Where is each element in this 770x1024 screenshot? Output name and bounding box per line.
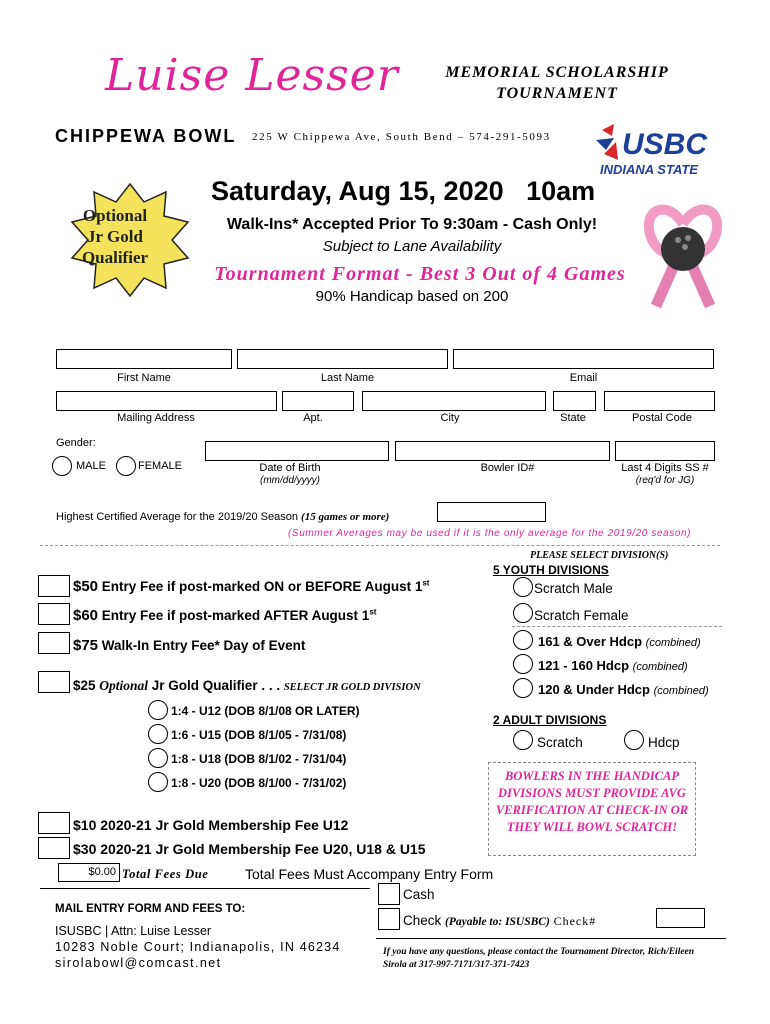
youth-divisions-header: 5 YOUTH DIVISIONS	[493, 563, 609, 577]
qualifier-badge-text	[60, 205, 170, 268]
select-divisions-label: PLEASE SELECT DIVISION(S)	[530, 550, 669, 561]
ssn-label: Last 4 Digits SS #	[621, 462, 709, 474]
hdcp-161-radio[interactable]	[513, 630, 533, 650]
event-date: Saturday, Aug 15, 2020 10am	[211, 176, 596, 206]
handicap-note: 90% Handicap based on 200	[315, 288, 509, 305]
average-label	[56, 511, 389, 523]
mail-line-3: sirolabowl@comcast.net	[55, 956, 222, 970]
male-radio[interactable]	[52, 456, 72, 476]
average-hint: (15 games or more)	[301, 511, 390, 523]
venue-name: CHIPPEWA BOWL	[55, 126, 237, 146]
mail-header: MAIL ENTRY FORM AND FEES TO:	[55, 903, 246, 915]
fee-25-label: $25 Optional Jr Gold Qualifier . . . SELECT JR GOLD DIVISION	[73, 678, 421, 693]
apt-label: Apt.	[303, 412, 323, 424]
cash-checkbox[interactable]	[378, 883, 400, 905]
fee-25-checkbox[interactable]	[38, 671, 70, 693]
gender-label: Gender:	[56, 437, 96, 449]
pink-ribbon-bowling-ball-icon	[638, 194, 728, 314]
bowler-id-field[interactable]	[395, 441, 610, 461]
handicap-notice: BOWLERS IN THE HANDICAP DIVISIONS MUST PROVIDE AVG VERIFICATION AT CHECK-IN OR THEY WILL BOWL SCRATCH!	[495, 769, 689, 834]
ssn-hint: (req'd for JG)	[635, 475, 695, 486]
hdcp-120-label: 120 & Under Hdcp (combined)	[538, 682, 709, 697]
logo-sub: INDIANA STATE	[600, 162, 698, 177]
usbc-logo	[592, 120, 722, 180]
fee-75-label: $75 Walk-In Entry Fee* Day of Event	[73, 637, 306, 654]
ssn-field[interactable]	[615, 441, 715, 461]
membership-10-label: $10 2020-21 Jr Gold Membership Fee U12	[73, 817, 349, 833]
male-label: MALE	[76, 460, 106, 472]
female-radio[interactable]	[116, 456, 136, 476]
average-text: Highest Certified Average for the 2019/20 Season	[56, 511, 298, 523]
summer-average-note: (Summer Averages may be used if it is the only average for the 2019/20 season)	[288, 528, 692, 539]
last-name-field[interactable]	[237, 349, 448, 369]
mail-divider	[40, 888, 370, 889]
scratch-female-label: Scratch Female	[534, 608, 629, 623]
lane-availability-note: Subject to Lane Availability	[322, 238, 502, 255]
mailing-address-label: Mailing Address	[117, 412, 195, 424]
postal-code-field[interactable]	[604, 391, 715, 411]
first-name-label: First Name	[117, 372, 171, 384]
qualifier-line: Jr Gold	[87, 227, 143, 246]
mail-line-2: 10283 Noble Court; Indianapolis, IN 46234	[55, 940, 341, 954]
adult-hdcp-radio[interactable]	[624, 730, 644, 750]
jr-u20-label: 1:8 - U20 (DOB 8/1/00 - 7/31/02)	[171, 776, 347, 790]
female-label: FEMALE	[138, 460, 183, 472]
fee-75-checkbox[interactable]	[38, 632, 70, 654]
email-label: Email	[569, 372, 598, 384]
mail-line-1: ISUSBC | Attn: Luise Lesser	[55, 924, 212, 938]
apt-field[interactable]	[282, 391, 354, 411]
section-divider	[40, 545, 720, 546]
total-fees-label: Total Fees Due	[122, 867, 209, 881]
fee-60-label: $60 Entry Fee if post-marked AFTER August 1st	[73, 607, 377, 624]
check-checkbox[interactable]	[378, 908, 400, 930]
city-label: City	[440, 412, 460, 424]
membership-30-checkbox[interactable]	[38, 837, 70, 859]
fee-60-checkbox[interactable]	[38, 603, 70, 625]
dob-hint: (mm/dd/yyyy)	[260, 475, 320, 486]
walkin-notice: Walk-Ins* Accepted Prior To 9:30am - Cash Only!	[226, 216, 598, 233]
check-number-field[interactable]	[656, 908, 705, 928]
qualifier-line: Qualifier	[81, 248, 149, 267]
subtitle-line-1: MEMORIAL SCHOLARSHIP	[445, 64, 669, 81]
fee-50-label: $50 Entry Fee if post-marked ON or BEFORE August 1st	[73, 578, 430, 595]
logo-text: USBC	[622, 128, 708, 161]
adult-scratch-label: Scratch	[537, 735, 583, 750]
jr-u12-radio[interactable]	[148, 700, 168, 720]
questions-note: If you have any questions, please contact the Tournament Director, Rich/Eileen Sirola at 317-997-7171/317-371-7423	[383, 947, 695, 970]
scratch-male-radio[interactable]	[513, 577, 533, 597]
scratch-male-label: Scratch Male	[534, 581, 613, 596]
hdcp-120-radio[interactable]	[513, 678, 533, 698]
questions-divider	[376, 938, 726, 939]
jr-u15-label: 1:6 - U15 (DOB 8/1/05 - 7/31/08)	[171, 728, 347, 742]
total-fees-field[interactable]: $0.00	[58, 863, 120, 882]
adult-hdcp-label: Hdcp	[648, 735, 680, 750]
jr-u18-label: 1:8 - U18 (DOB 8/1/02 - 7/31/04)	[171, 752, 347, 766]
jr-u12-label: 1:4 - U12 (DOB 8/1/08 OR LATER)	[171, 704, 360, 718]
dob-field[interactable]	[205, 441, 389, 461]
jr-u20-radio[interactable]	[148, 772, 168, 792]
hdcp-121-label: 121 - 160 Hdcp (combined)	[538, 658, 688, 673]
dob-label: Date of Birth	[259, 462, 321, 474]
first-name-field[interactable]	[56, 349, 232, 369]
venue-address: 225 W Chippewa Ave, South Bend – 574-291-5093	[252, 131, 551, 143]
tournament-format: Tournament Format - Best 3 Out of 4 Games	[214, 263, 626, 285]
hdcp-121-radio[interactable]	[513, 654, 533, 674]
hdcp-161-label: 161 & Over Hdcp (combined)	[538, 634, 701, 649]
email-field[interactable]	[453, 349, 714, 369]
adult-scratch-radio[interactable]	[513, 730, 533, 750]
mailing-address-field[interactable]	[56, 391, 277, 411]
jr-u18-radio[interactable]	[148, 748, 168, 768]
city-field[interactable]	[362, 391, 546, 411]
scratch-female-radio[interactable]	[513, 603, 533, 623]
usbc-star-icon	[596, 124, 618, 160]
tournament-subtitle	[412, 62, 702, 104]
qualifier-line: Optional	[82, 206, 148, 225]
bowler-id-label: Bowler ID#	[480, 462, 535, 474]
adult-divisions-header: 2 ADULT DIVISIONS	[493, 713, 607, 727]
cash-label: Cash	[403, 887, 435, 902]
fee-50-checkbox[interactable]	[38, 575, 70, 597]
membership-10-checkbox[interactable]	[38, 812, 70, 834]
state-label: State	[560, 412, 586, 424]
postal-code-label: Postal Code	[632, 412, 692, 424]
jr-u15-radio[interactable]	[148, 724, 168, 744]
tournament-title: Luise Lesser	[105, 50, 399, 101]
last-name-label: Last Name	[320, 372, 375, 384]
fees-accompany-note: Total Fees Must Accompany Entry Form	[245, 866, 494, 882]
subtitle-line-2: TOURNAMENT	[496, 85, 618, 102]
average-field[interactable]	[437, 502, 546, 522]
check-label: Check (Payable to: ISUSBC) Check#	[403, 913, 597, 928]
state-field[interactable]	[553, 391, 596, 411]
membership-30-label: $30 2020-21 Jr Gold Membership Fee U20, U18 & U15	[73, 841, 426, 857]
division-divider	[512, 626, 722, 627]
